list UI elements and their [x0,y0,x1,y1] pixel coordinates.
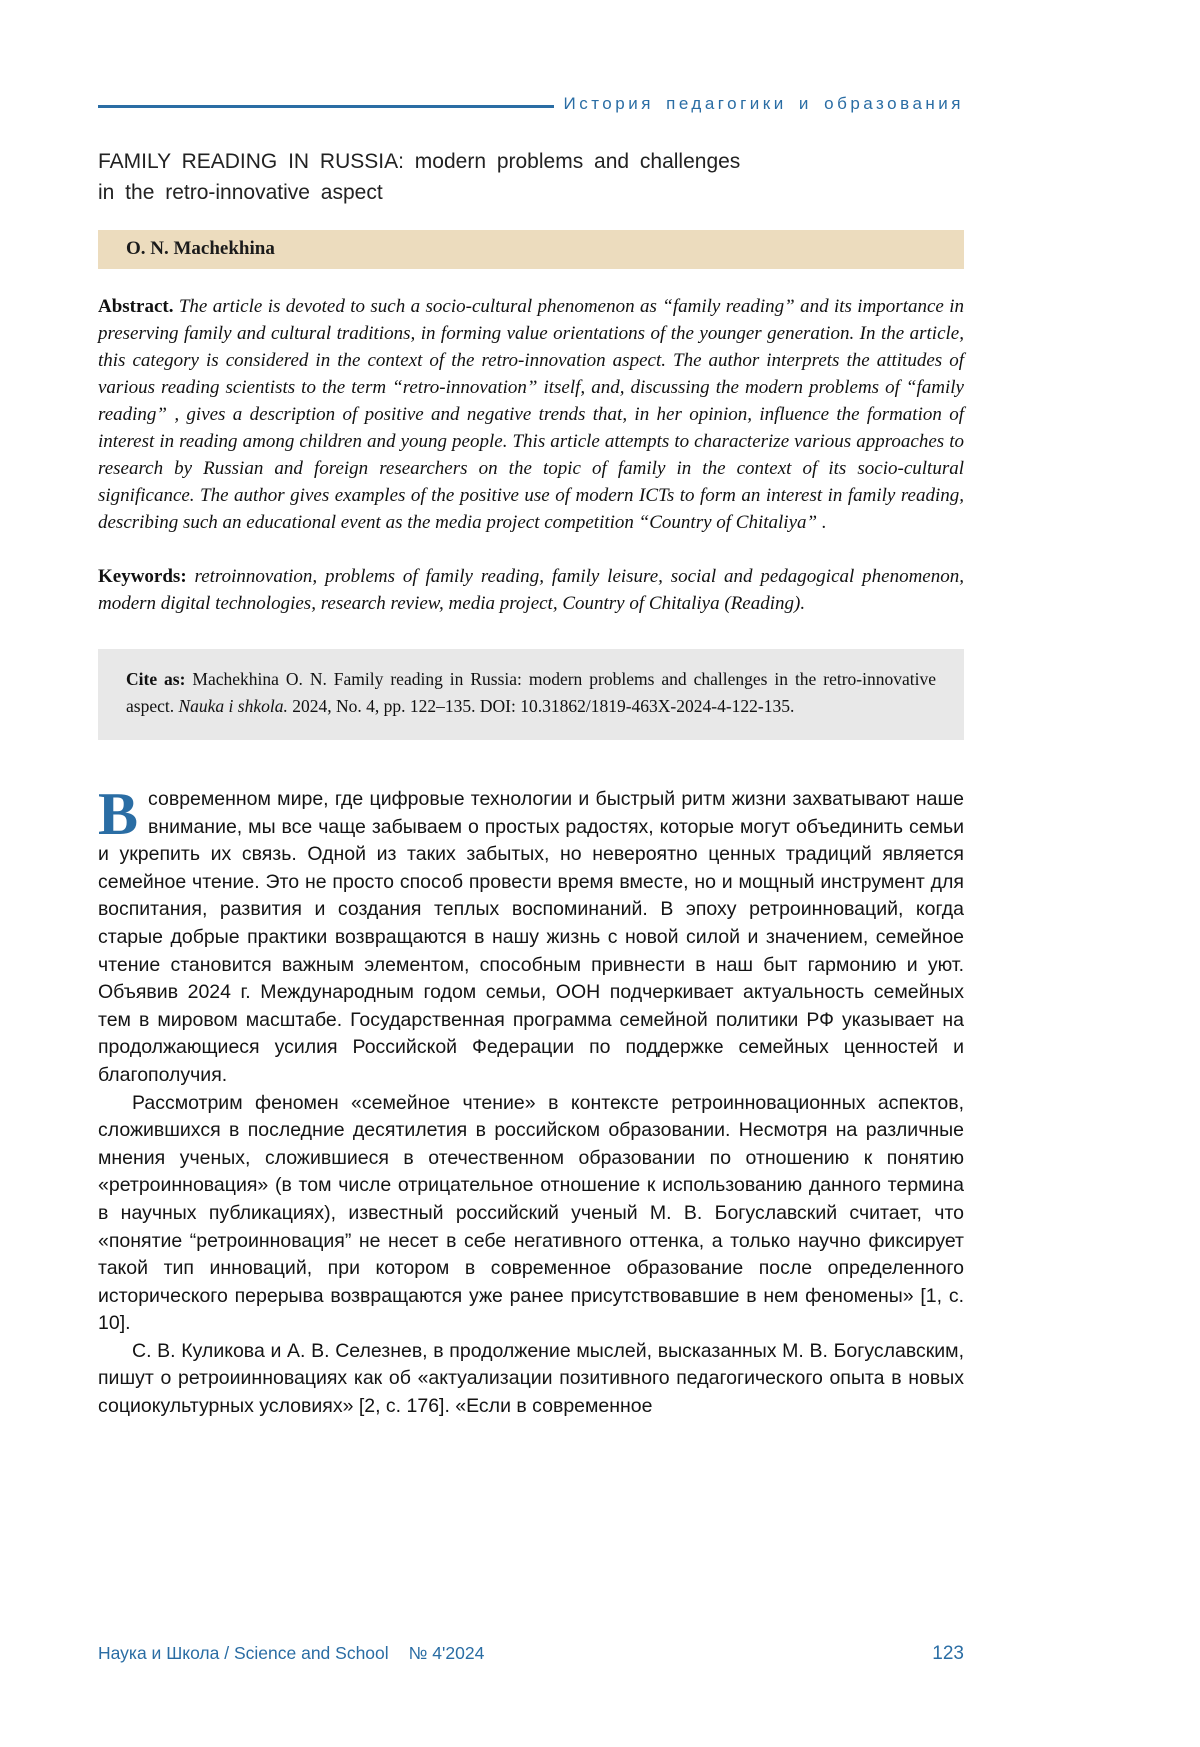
citation-text-after-journal: 2024, No. 4, pp. 122–135. DOI: 10.31862/1819-463X-2024-4-122-135. [292,696,795,716]
keywords [98,563,964,617]
article-title-line-1: FAMILY READING IN RUSSIA: modern problems and challenges [98,150,741,173]
body-paragraph-2: Рассмотрим феномен «семейное чтение» в контексте ретроинновационных аспектов, сложившихся в последние десятилетия в российском образовании. Несмотря на различные мнения ученых, сложившиеся в отечественном образовании по отношению к понятию «ретроинновация» (в том числе отрицательное отношение к использованию данного термина в научных публикациях), известный российский ученый М. В. Богуславский считает, что «понятие “ретроинновация” не несет в себе негативного оттенка, а только научно фиксирует такой тип инноваций, при котором в современное образование после определенного исторического перерыва возвращаются уже ранее присутствовавшие в нем феномены» [1, с. 10]. [98,1091,964,1335]
citation-box [98,649,964,740]
footer-journal-line [98,1643,484,1664]
citation-journal-name: Nauka i shkola. [178,696,288,716]
author-name: O. N. Machekhina [126,238,275,259]
drop-cap-letter: В [98,781,139,847]
citation-text-before-journal: Machekhina O. N. Family reading in Russia: modern problems and challenges in the retro-innovative aspect. [126,669,937,716]
page-footer [98,1643,964,1665]
body-paragraph-1-text: современном мире, где цифровые технологии и быстрый ритм жизни захватывают наше внимание, мы все чаще забываем о простых радостях, которые могут объединить семьи и укрепить их связь. Одной из таких забытых, но невероятно ценных традиций является семейное чтение. Это не просто способ провести время вместе, но и мощный инструмент для воспитания, развития и создания теплых воспоминаний. В эпоху ретроинноваций, когда старые добрые практики возвращаются в нашу жизнь с новой силой и значением, семейное чтение становится важным элементом, способным привнести в наш быт гармонию и уют. Объявив 2024 г. Международным годом семьи, ООН подчеркивает актуальность семейных тем в мировом масштабе. Государственная программа семейной политики РФ указывает на продолжающиеся усилия Российской Федерации по поддержке семейных ценностей и благополучия. [98,788,964,1086]
body-paragraph-1 [98,781,964,1090]
header-rule-line [98,105,554,108]
abstract-label: Abstract. [98,296,174,317]
footer-journal-name: Наука и Школа / Science and School [98,1643,389,1663]
article-title-line-2: in the retro-innovative aspect [98,181,383,204]
body-paragraph-3: С. В. Куликова и А. В. Селезнев, в продолжение мыслей, высказанных М. В. Богуславским, пишут о ретроиинновациях как об «актуализации позитивного педагогического опыта в новых социокультурных условиях» [2, с. 176]. «Если в современное [98,1339,964,1418]
cite-as-label: Cite as: [126,669,186,689]
author-box [98,230,964,269]
article-title [98,146,964,208]
article-body [98,781,964,1421]
article-page [98,0,964,1421]
section-label: История педагогики и образования [563,94,964,113]
abstract-text: The article is devoted to such a socio-cultural phenomenon as “family reading” and its importance in preserving family and cultural traditions, in forming value orientations of the younger generation. In the article, this category is considered in the context of the retro-innovation aspect. The author interprets the attitudes of various reading scientists to the term “retro-innovation” itself, and, discussing the modern problems of “family reading” , gives a description of positive and negative trends that, in her opinion, influence the formation of interest in reading among children and young people. This article attempts to characterize various approaches to research by Russian and foreign researchers on the topic of family in the context of its socio-cultural significance. The author gives examples of the positive use of modern ICTs to form an interest in family reading, describing such an educational event as the media project competition “Country of Chitaliya” . [98,296,965,533]
footer-issue-number: № 4'2024 [408,1643,485,1663]
keywords-label: Keywords: [98,566,187,587]
running-head [98,94,964,114]
abstract [98,293,964,536]
keywords-text: retroinnovation, problems of family reading, family leisure, social and pedagogical phenomenon, modern digital technologies, research review, media project, Country of Chitaliya (Reading). [98,566,964,614]
page-number: 123 [932,1643,964,1664]
